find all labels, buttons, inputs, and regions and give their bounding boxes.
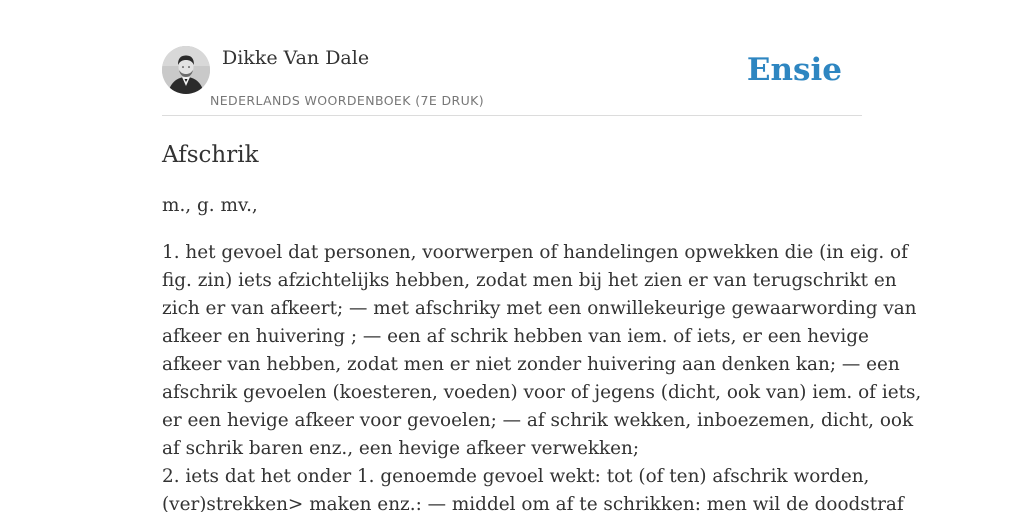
definition-line: fig. zin) iets afzichtelijks hebben, zodat men bij het zien er van terugschrikt en: [162, 270, 897, 291]
definition-line: er een hevige afkeer voor gevoelen; — af schrik wekken, inboezemen, dicht, ook: [162, 410, 914, 431]
definition-line: 1. het gevoel dat personen, voorwerpen of handelingen opwekken die (in eig. of: [162, 242, 908, 263]
definition-line: 2. iets dat het onder 1. genoemde gevoel wekt: tot (of ten) afschrik worden,: [162, 466, 870, 487]
source-label[interactable]: NEDERLANDS WOORDENBOEK (7E DRUK): [210, 93, 485, 108]
definition-line: afkeer en huivering ; — een af schrik hebben van iem. of iets, er een hevige: [162, 326, 869, 347]
definition-line: zich er van afkeert; — met afschriky met een onwillekeurige gewaarwording van: [162, 298, 917, 319]
definition-line: af schrik baren enz., een hevige afkeer verwekken;: [162, 438, 640, 459]
author-name[interactable]: Dikke Van Dale: [222, 47, 370, 69]
definition-line: afschrik gevoelen (koesteren, voeden) voor of jegens (dicht, ook van) iem. of iets,: [162, 382, 922, 403]
definition-line: (ver)strekken> maken enz.: — middel om af te schrikken: men wil de doodstraf: [162, 494, 904, 512]
avatar-portrait-image: [162, 46, 210, 94]
entry-definition: [162, 239, 922, 512]
definition-line: afkeer van hebben, zodat men er niet zonder huivering aan denken kan; — een: [162, 354, 900, 375]
author-avatar[interactable]: [162, 46, 210, 94]
page-header: [162, 46, 862, 116]
brand-logo[interactable]: Ensie: [746, 52, 842, 88]
entry-title: Afschrik: [162, 142, 259, 168]
entry-grammar: m., g. mv.,: [162, 195, 258, 216]
